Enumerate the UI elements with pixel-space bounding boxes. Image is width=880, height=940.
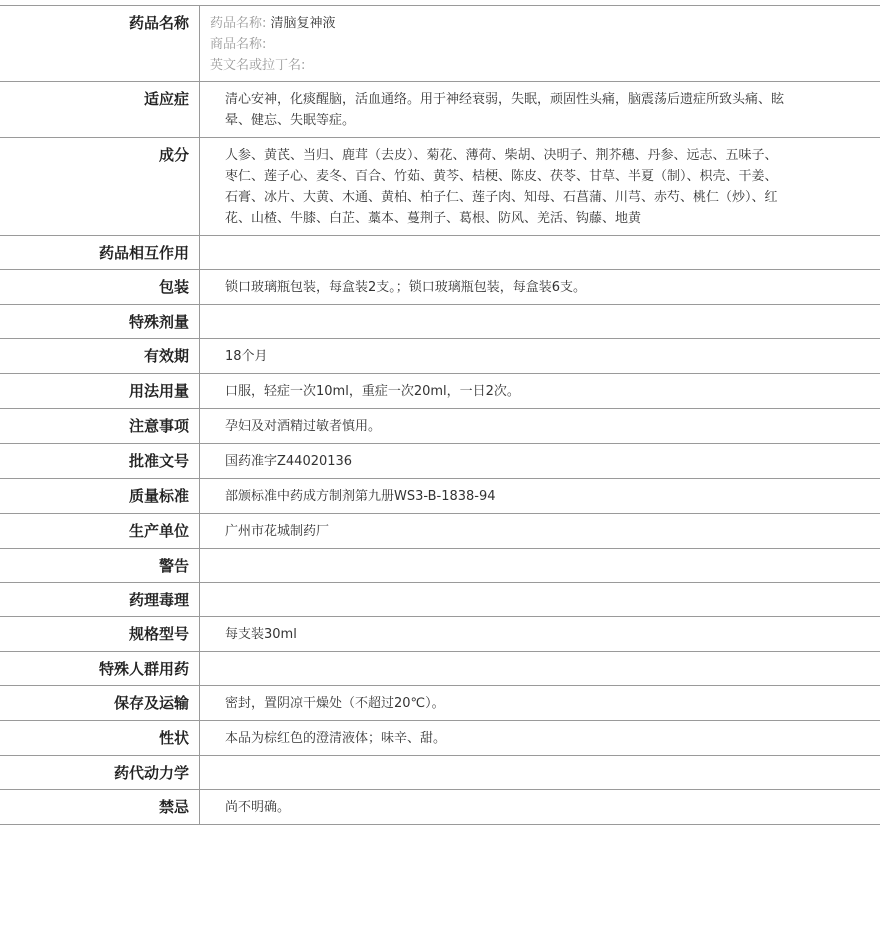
row-toxicology	[0, 583, 880, 617]
row-specification	[0, 617, 880, 652]
row-value: 本品为棕红色的澄清液体；味辛、甜。	[200, 721, 880, 756]
row-value: 锁口玻璃瓶包装，每盒装2支。；锁口玻璃瓶包装，每盒装6支。	[200, 270, 880, 305]
row-label: 生产单位	[0, 514, 200, 549]
row-special-population	[0, 652, 880, 686]
row-standard	[0, 479, 880, 514]
row-warning	[0, 549, 880, 583]
row-storage	[0, 686, 880, 721]
row-value: 孕妇及对酒精过敏者慎用。	[200, 409, 880, 444]
row-label: 禁忌	[0, 790, 200, 825]
english-name-line	[210, 55, 785, 76]
row-label: 注意事项	[0, 409, 200, 444]
trade-name-key: 商品名称:	[210, 37, 267, 52]
name-cell	[200, 6, 880, 82]
row-value: 部颁标准中药成方制剂第九册WS3-B-1838-94	[200, 479, 880, 514]
row-special-dosage	[0, 305, 880, 339]
row-approval	[0, 444, 880, 479]
row-label: 成分	[0, 138, 200, 236]
row-value: 每支装30ml	[200, 617, 880, 652]
row-value: 清心安神，化痰醒脑，活血通络。用于神经衰弱，失眠，顽固性头痛，脑震荡后遗症所致头痛、眩晕、健忘、失眠等症。	[200, 82, 880, 138]
row-value: 口服，轻症一次10ml，重症一次20ml，一日2次。	[200, 374, 880, 409]
row-shelf-life	[0, 339, 880, 374]
row-value	[200, 652, 880, 686]
row-label: 药品相互作用	[0, 236, 200, 270]
row-value	[200, 583, 880, 617]
row-label: 规格型号	[0, 617, 200, 652]
row-label: 药理毒理	[0, 583, 200, 617]
row-label: 警告	[0, 549, 200, 583]
row-label: 包装	[0, 270, 200, 305]
row-indication	[0, 82, 880, 138]
row-value	[200, 549, 880, 583]
row-label: 有效期	[0, 339, 200, 374]
row-label: 适应症	[0, 82, 200, 138]
row-value: 密封，置阴凉干燥处（不超过20℃）。	[200, 686, 880, 721]
row-value	[200, 305, 880, 339]
row-pharmacokinetics	[0, 756, 880, 790]
row-precautions	[0, 409, 880, 444]
row-manufacturer	[0, 514, 880, 549]
row-drug-name	[0, 6, 880, 82]
row-value	[200, 756, 880, 790]
generic-name-line	[210, 13, 785, 34]
row-label: 药品名称	[0, 6, 200, 82]
row-label: 批准文号	[0, 444, 200, 479]
row-contraindications	[0, 790, 880, 825]
row-value: 广州市花城制药厂	[200, 514, 880, 549]
trade-name-line	[210, 34, 785, 55]
english-name-key: 英文名或拉丁名:	[210, 58, 306, 73]
row-appearance	[0, 721, 880, 756]
row-packaging	[0, 270, 880, 305]
row-ingredients	[0, 138, 880, 236]
row-label: 用法用量	[0, 374, 200, 409]
row-label: 保存及运输	[0, 686, 200, 721]
row-value: 人参、黄芪、当归、鹿茸（去皮）、菊花、薄荷、柴胡、决明子、荆芥穗、丹参、远志、五味子、枣仁、莲子心、麦冬、百合、竹茹、黄芩、桔梗、陈皮、茯苓、甘草、半夏（制）、枳壳、干姜、石膏、冰片、大黄、木通、黄柏、柏子仁、莲子肉、知母、石菖蒲、川芎、赤芍、桃仁（炒）、红花、山楂、牛膝、白芷、藁本、蔓荆子、葛根、防风、羌活、钩藤、地黄	[200, 138, 880, 236]
row-value: 尚不明确。	[200, 790, 880, 825]
row-value: 国药准字Z44020136	[200, 444, 880, 479]
drug-info-table	[0, 5, 880, 825]
row-interactions	[0, 236, 880, 270]
row-label: 性状	[0, 721, 200, 756]
row-label: 药代动力学	[0, 756, 200, 790]
generic-name-key: 药品名称:	[210, 16, 267, 31]
row-label: 特殊剂量	[0, 305, 200, 339]
row-label: 特殊人群用药	[0, 652, 200, 686]
row-label: 质量标准	[0, 479, 200, 514]
generic-name-value: 清脑复神液	[270, 16, 336, 31]
row-value	[200, 236, 880, 270]
row-usage	[0, 374, 880, 409]
row-value: 18个月	[200, 339, 880, 374]
